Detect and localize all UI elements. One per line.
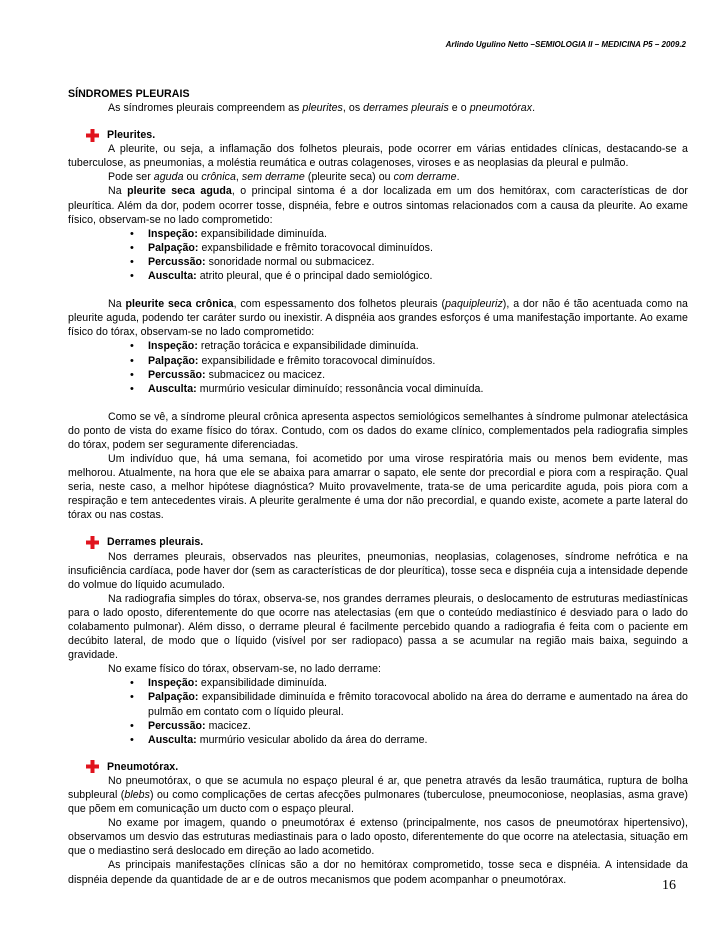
paragraph: A pleurite, ou seja, a inflamação dos folhetos pleurais, pode ocorrer em várias entidades clínicas, destacando-se a tuberculose, as pneumonias, a moléstia reumática e outras colagenoses, viroses e as neoplasias da pleural e pulmão.: [68, 143, 688, 170]
list-text: expansbilidade e frêmito toracovocal diminuídos.: [198, 241, 433, 254]
list-item: [68, 733, 688, 747]
document-body: [68, 87, 688, 887]
exam-list: [68, 676, 688, 746]
section-derrames: [68, 536, 688, 747]
text-italic: crônica: [201, 171, 236, 184]
text: Na: [108, 185, 128, 198]
list-label: Ausculta:: [148, 733, 197, 746]
text-italic: com derrame: [393, 171, 457, 184]
red-cross-icon: [86, 536, 99, 549]
list-text: atrito pleural, que é o principal dado semiológico.: [196, 270, 433, 283]
list-label: Inspeção:: [148, 340, 198, 353]
list-item: [68, 368, 688, 382]
text: (pleurite seca) ou: [304, 171, 394, 184]
text: ) ou como complicações de certas afecções pulmonares (tuberculose, pneumoconiose, neoplasias, asma grave) que põem em comunicação um ducto com o espaço pleural.: [68, 788, 688, 816]
list-label: Inspeção:: [148, 227, 198, 240]
text: As síndromes pleurais compreendem as: [108, 102, 303, 115]
intro-paragraph: [68, 101, 688, 115]
text: ), a dor não é tão acentuada como na pleurite aguda, podendo ter caráter surdo ou inexistir. A dispnéia aos grandes esforços é uma manifestação importante. Ao exame físico do tórax, observam-se no lado comprometido:: [68, 298, 688, 339]
list-text: murmúrio vesicular diminuído; ressonância vocal diminuída.: [196, 382, 484, 395]
exam-list: [68, 339, 688, 395]
list-text: expansibilidade diminuída.: [197, 227, 328, 240]
text: .: [456, 171, 460, 184]
paragraph: [68, 774, 688, 816]
list-text: expansibilidade diminuída.: [197, 677, 328, 690]
page-number: 16: [662, 878, 676, 893]
section-title: SÍNDROMES PLEURAIS: [68, 88, 190, 100]
text: Na: [108, 298, 126, 311]
exam-list: [68, 227, 688, 283]
list-item: [68, 354, 688, 368]
list-label: Percussão:: [148, 255, 206, 268]
subheading-text: Pneumotórax.: [107, 760, 179, 773]
list-item: [68, 690, 688, 718]
list-item: [68, 339, 688, 353]
text-bold: pleurite seca aguda: [127, 185, 232, 198]
paragraph: Como se vê, a síndrome pleural crônica apresenta aspectos semiológicos semelhantes à síndrome pulmonar atelectásica do ponto de vista do exame físico do tórax. Contudo, com os dados do exame clínico, complementados pela radiografia simples do tórax, podem ser seguramente diferenciadas.: [68, 410, 688, 451]
text-italic: blebs: [124, 788, 150, 801]
text: e o: [448, 102, 470, 115]
list-text: macicez.: [205, 719, 251, 732]
list-text: expansibilidade e frêmito toracovocal diminuídos.: [198, 354, 436, 367]
text: , os: [342, 102, 364, 115]
paragraph: No exame físico do tórax, observam-se, no lado derrame:: [108, 663, 382, 676]
paragraph: [68, 184, 688, 226]
text: .: [532, 102, 536, 115]
subheading-text: Derrames pleurais.: [107, 536, 204, 549]
subheading-derrames: [86, 536, 688, 550]
list-label: Palpação:: [148, 691, 199, 704]
running-header: Arlindo Ugulino Netto –SEMIOLOGIA II – MEDICINA P5 – 2009.2: [445, 40, 686, 49]
list-label: Percussão:: [148, 368, 206, 381]
text-italic: derrames pleurais: [363, 102, 449, 115]
list-label: Ausculta:: [148, 382, 197, 395]
paragraph: Nos derrames pleurais, observados nas pleurites, pneumonias, neoplasias, colagenoses, síndrome nefrótica e na insuficiência cardíaca, pode haver dor (sem as características de dor pleurítica), tosse seca e dispnéia cuja a intensidade depende do volmue do líquido acumulado.: [68, 550, 688, 591]
text-italic: pleurites: [302, 102, 343, 115]
paragraph: [68, 297, 688, 339]
list-item: [68, 227, 688, 241]
paragraph: Um indivíduo que, há uma semana, foi acometido por uma virose respiratória mais ou menos bem evidente, mas melhorou. Atualmente, na hora que ele se abaixa para amarrar o sapato, ele sente dor precordial e piora com a respiração. Qual seria, neste caso, a melhor hipótese diagnóstica? Muito provavelmente, trata-se de uma pericardite aguda, pois piora com a respiração e tem antecedentes virais. A pleurite geralmente é uma dor não precordial, e quando existe, acomete a parte lateral do tórax ou nas costas.: [68, 453, 688, 522]
text: ou: [183, 171, 202, 184]
text: ,: [235, 171, 242, 184]
text-italic: paquipleuriz: [445, 298, 503, 311]
text: No pneumotórax, o que se acumula no espaço pleural é ar, que penetra através da lesão traumática, ruptura de bolha subpleural (: [68, 774, 688, 801]
text: Pode ser: [108, 171, 154, 184]
text-italic: aguda: [153, 171, 184, 184]
section-pleurites: [68, 128, 688, 522]
list-label: Inspeção:: [148, 677, 198, 690]
paragraph: No exame por imagem, quando o pneumotórax é extenso (principalmente, nos casos de pneumotórax hipertensivo), observamos um desvio das estruturas mediastinais para o lado oposto, diferentemente do que ocorre na atelectasia, situação em que o mediastino será deslocado em direção ao lado acometido.: [68, 817, 688, 858]
paragraph: Na radiografia simples do tórax, observa-se, nos grandes derrames pleurais, o deslocamento de estruturas mediastínicas para o lado oposto, diferentemente do que ocorre nas atelectasias (em que o conteúdo mediastínico é desviado para o lado do colabamento pulmonar). Além disso, o derrame pleural é facilmente percebido quando a radiografia é feita com o paciente em decúbito lateral, de modo que o líquido (visível por ser radiopaco) passa a se acumular na região mais baixa, seguindo a gravidade.: [68, 592, 688, 662]
list-label: Palpação:: [148, 354, 199, 367]
list-text: submacicez ou macicez.: [205, 368, 326, 381]
list-item: [68, 255, 688, 269]
list-text: murmúrio vesicular abolido da área do derrame.: [196, 733, 428, 746]
list-text: retração torácica e expansibilidade diminuída.: [197, 340, 419, 353]
list-text: sonoridade normal ou submacicez.: [205, 255, 375, 268]
list-text: expansibilidade diminuída e frêmito toracovocal abolido na área do derrame e aumentado na área do pulmão em contato com o líquido pleural.: [148, 691, 688, 718]
subheading-text: Pleurites.: [107, 129, 156, 142]
list-item: [68, 382, 688, 396]
section-pneumotorax: [68, 760, 688, 887]
paragraph: As principais manifestações clínicas são a dor no hemitórax comprometido, tosse seca e dispnéia. A intensidade da dispnéia depende da quantidade de ar e de outros mecanismos que podem acompanhar o pneumotórax.: [68, 859, 688, 886]
red-cross-icon: [86, 129, 99, 142]
subheading-pneumotorax: [86, 760, 688, 774]
list-label: Ausculta:: [148, 270, 197, 283]
paragraph: [68, 170, 688, 184]
list-item: [68, 719, 688, 733]
list-label: Palpação:: [148, 241, 199, 254]
red-cross-icon: [86, 760, 99, 773]
text: , o principal sintoma é a dor localizada em um dos hemitórax, com características de dor pleurítica. Além da dor, podem ocorrer tosse, dispnéia, febre e outros sintomas relacionados com a causa da pleurite. Ao exame físico, observam-se no lado comprometido:: [68, 185, 688, 226]
text-italic: pneumotórax: [469, 102, 533, 115]
text-bold: pleurite seca crônica: [125, 298, 234, 311]
text: , com espessamento dos folhetos pleurais (: [233, 298, 446, 311]
list-item: [68, 269, 688, 283]
list-item: [68, 241, 688, 255]
list-item: [68, 676, 688, 690]
subheading-pleurites: [86, 128, 688, 142]
text-italic: sem derrame: [241, 171, 305, 184]
list-label: Percussão:: [148, 719, 206, 732]
